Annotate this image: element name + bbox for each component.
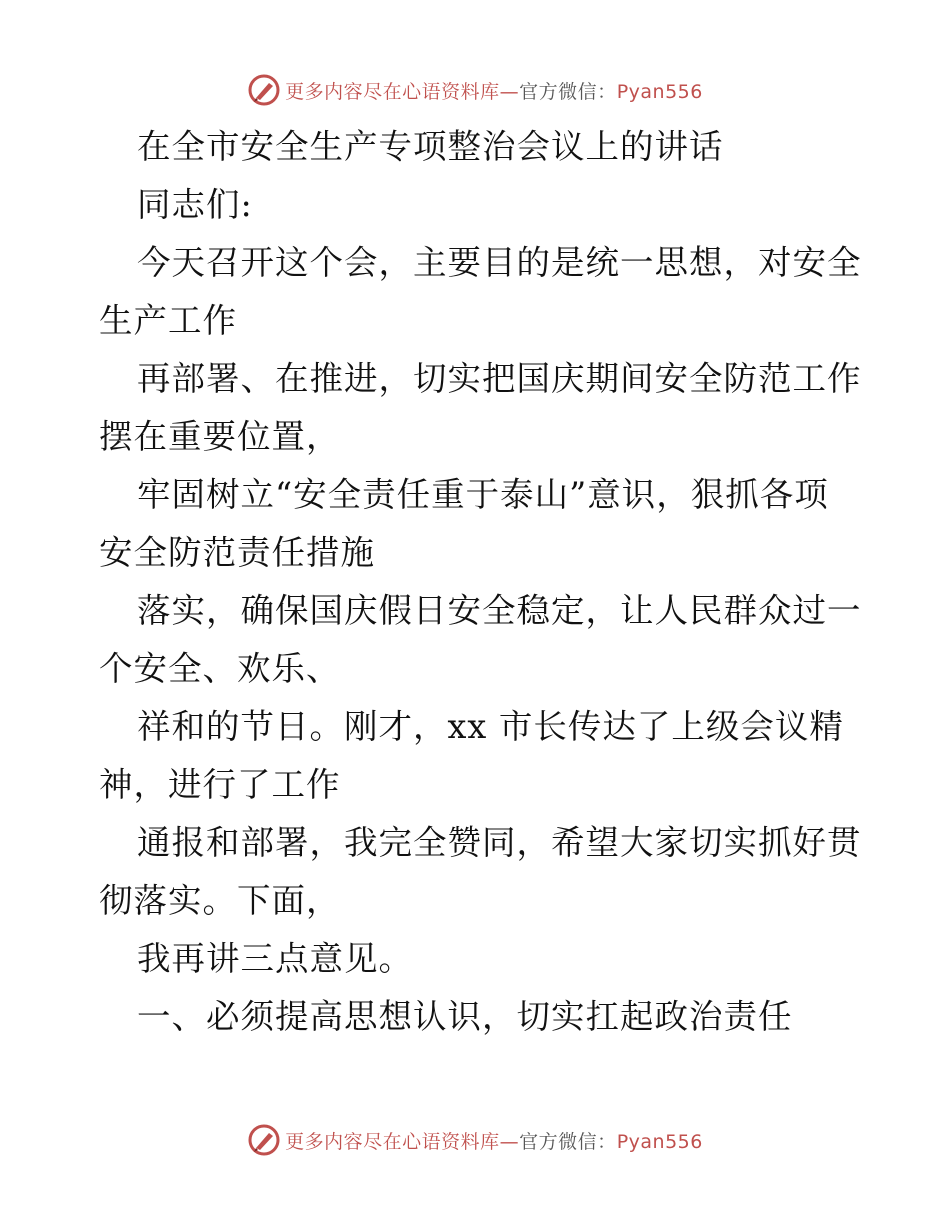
text-line: 我再讲三点意见。	[137, 939, 413, 978]
watermark-wechat-label: 官方微信：	[519, 80, 617, 103]
watermark-site: 更多内容尽在心语资料库	[285, 80, 500, 103]
text-line: 通报和部署，我完全赞同，希望大家切实抓好贯	[137, 823, 862, 862]
footer-watermark	[0, 1120, 950, 1160]
salutation: 同志们:	[137, 185, 253, 224]
watermark-wechat-label: 官方微信：	[519, 1130, 617, 1153]
text-line: 生产工作	[99, 301, 237, 340]
watermark-text	[285, 1127, 703, 1154]
text-line: 个安全、欢乐、	[99, 649, 341, 688]
header-watermark	[0, 70, 950, 110]
text-line: 彻落实。下面，	[99, 881, 341, 920]
text-line: 神，进行了工作	[99, 765, 341, 804]
watermark-text	[285, 77, 703, 104]
text-line: 安全防范责任措施	[99, 533, 375, 572]
watermark-wechat-id: Pyan556	[616, 80, 703, 103]
watermark-dash: —	[499, 80, 520, 103]
text-line: 牢固树立“安全责任重于泰山”意识，狠抓各项	[137, 475, 829, 514]
section-heading: 一、必须提高思想认识，切实扛起政治责任	[137, 997, 793, 1036]
text-line: 今天召开这个会，主要目的是统一思想，对安全	[137, 243, 862, 282]
watermark-site: 更多内容尽在心语资料库	[285, 1130, 500, 1153]
text-line: 落实，确保国庆假日安全稳定，让人民群众过一	[137, 591, 862, 630]
text-line: 摆在重要位置，	[99, 417, 341, 456]
watermark-wechat-id: Pyan556	[616, 1130, 703, 1153]
watermark-dash: —	[499, 1130, 520, 1153]
pen-logo-icon	[247, 73, 281, 107]
document-body	[99, 118, 862, 1046]
text-line: 祥和的节日。刚才，xx 市长传达了上级会议精	[137, 707, 844, 746]
document-title: 在全市安全生产专项整治会议上的讲话	[137, 127, 724, 166]
text-line: 再部署、在推进，切实把国庆期间安全防范工作	[137, 359, 862, 398]
pen-logo-icon	[247, 1123, 281, 1157]
